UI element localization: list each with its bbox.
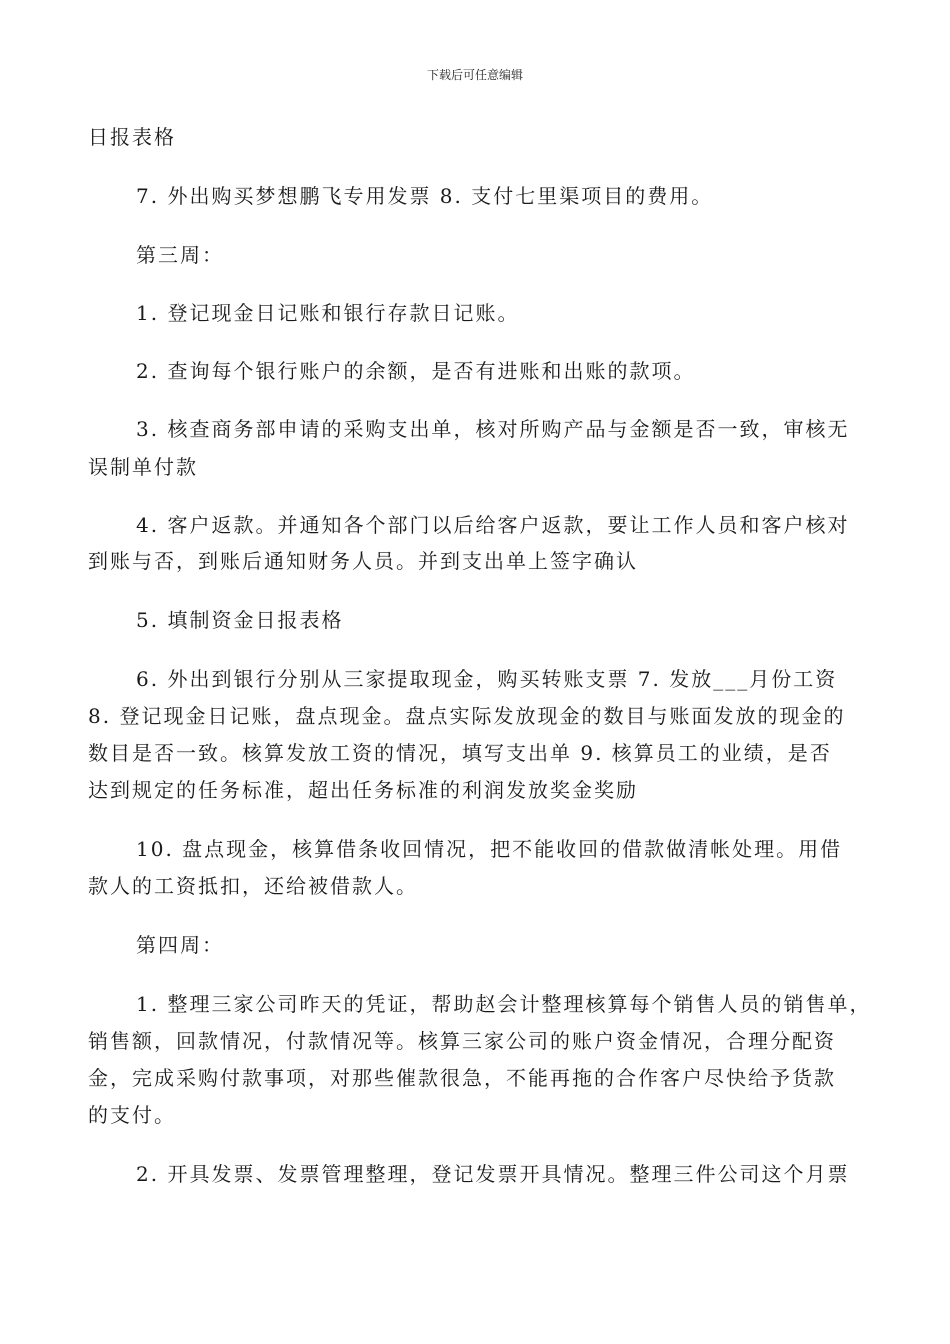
text-line: 4. 客户返款。并通知各个部门以后给客户返款，要让工作人员和客户核对 <box>136 513 850 537</box>
text-line: 款人的工资抵扣，还给被借款人。 <box>88 874 418 898</box>
text-line: 到账与否，到账后通知财务人员。并到支出单上签字确认 <box>88 549 638 573</box>
text-line: 5. 填制资金日报表格 <box>136 608 344 632</box>
text-line: 数目是否一致。核算发放工资的情况，填写支出单 9. 核算员工的业绩，是否 <box>88 741 832 765</box>
page-header: 下载后可任意编辑 <box>426 68 523 82</box>
text-line: 日报表格 <box>88 125 176 149</box>
text-line: 8. 登记现金日记账，盘点现金。盘点实际发放现金的数目与账面发放的现金的 <box>88 704 846 728</box>
section-heading: 第三周： <box>136 243 224 267</box>
text-line: 10. 盘点现金，核算借条收回情况，把不能收回的借款做清帐处理。用借 <box>136 837 843 861</box>
text-line: 6. 外出到银行分别从三家提取现金，购买转账支票 7. 发放___月份工资 <box>136 667 838 691</box>
text-line: 7. 外出购买梦想鹏飞专用发票 8. 支付七里渠项目的费用。 <box>136 184 714 208</box>
text-line: 金，完成采购付款事项，对那些催款很急，不能再拖的合作客户尽快给予货款 <box>88 1066 836 1090</box>
text-line: 误制单付款 <box>88 455 198 479</box>
text-line: 2. 查询每个银行账户的余额，是否有进账和出账的款项。 <box>136 359 696 383</box>
text-line: 1. 登记现金日记账和银行存款日记账。 <box>136 301 520 325</box>
text-line: 1. 整理三家公司昨天的凭证，帮助赵会计整理核算每个销售人员的销售单， <box>136 992 872 1016</box>
section-heading: 第四周： <box>136 933 224 957</box>
text-line: 3. 核查商务部申请的采购支出单，核对所购产品与金额是否一致，审核无 <box>136 417 850 441</box>
text-line: 销售额，回款情况，付款情况等。核算三家公司的账户资金情况，合理分配资 <box>88 1029 836 1053</box>
text-line: 2. 开具发票、发票管理整理，登记发票开具情况。整理三件公司这个月票 <box>136 1162 850 1186</box>
text-line: 的支付。 <box>88 1103 176 1127</box>
text-line: 达到规定的任务标准，超出任务标准的利润发放奖金奖励 <box>88 778 638 802</box>
